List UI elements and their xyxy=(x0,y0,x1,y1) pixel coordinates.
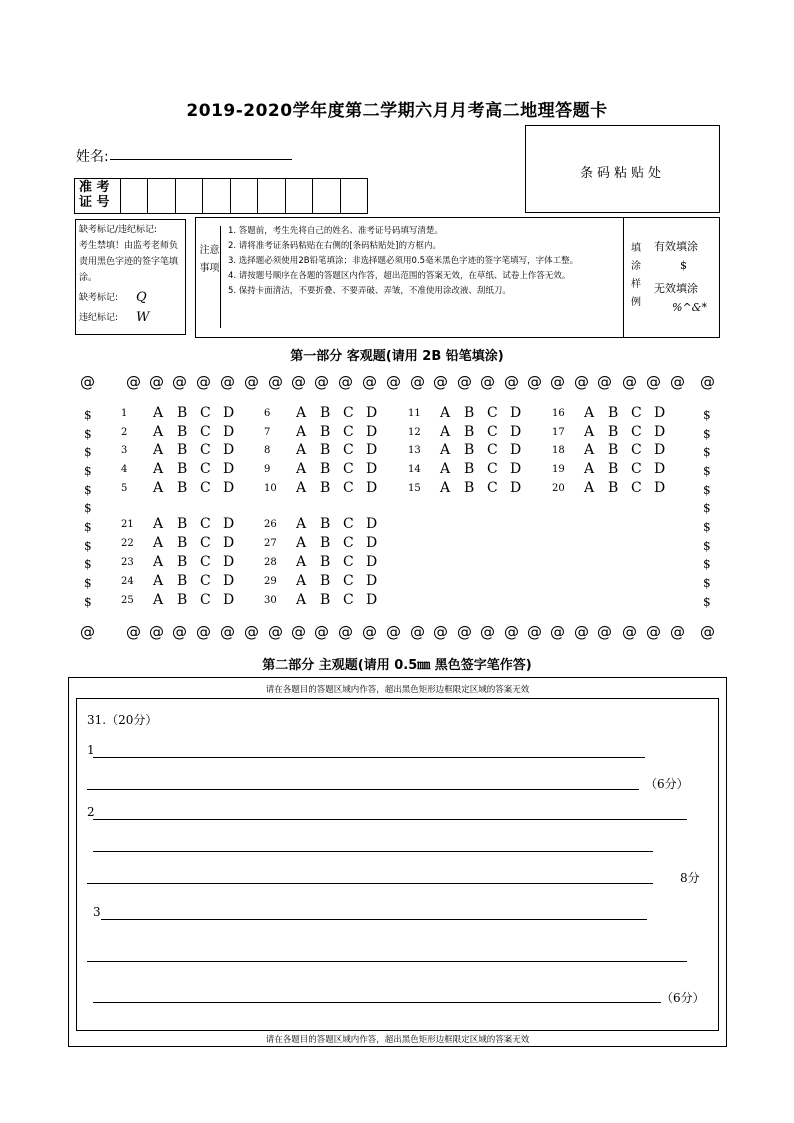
timing-mark: @ xyxy=(291,373,306,391)
option-bubble[interactable]: D xyxy=(366,424,378,440)
option-bubble[interactable]: C xyxy=(200,554,211,570)
barcode-label: 条码粘贴处 xyxy=(579,166,665,181)
option-bubble[interactable]: D xyxy=(510,480,522,496)
absent-label: 缺考标记: xyxy=(79,293,119,303)
timing-mark-left: $ xyxy=(84,483,92,497)
exam-id-cell[interactable] xyxy=(148,179,175,213)
option-bubble[interactable]: C xyxy=(343,516,354,532)
option-bubble[interactable]: C xyxy=(200,424,211,440)
option-bubble[interactable]: D xyxy=(510,424,522,440)
option-bubble[interactable]: A xyxy=(584,424,595,440)
exam-id-cell[interactable] xyxy=(286,179,313,213)
timing-mark: @ xyxy=(196,623,211,641)
answer-region xyxy=(68,677,727,1047)
option-bubble[interactable]: A xyxy=(296,554,307,570)
option-bubble[interactable]: B xyxy=(608,480,619,496)
option-bubble[interactable]: B xyxy=(177,480,188,496)
option-bubble[interactable]: C xyxy=(200,442,211,458)
notice-box xyxy=(195,217,720,338)
part1-label: 1 xyxy=(87,743,95,757)
absence-violation-box xyxy=(75,219,186,335)
option-bubble[interactable]: A xyxy=(296,480,307,496)
option-bubble[interactable]: D xyxy=(366,573,378,589)
exam-id-cell[interactable] xyxy=(258,179,285,213)
exam-id-label-2: 证 号 xyxy=(79,195,110,210)
timing-mark: @ xyxy=(149,373,164,391)
question-number: 29 xyxy=(264,576,277,587)
timing-mark: @ xyxy=(504,623,519,641)
exam-id-cell[interactable] xyxy=(231,179,258,213)
option-bubble[interactable]: D xyxy=(223,554,235,570)
timing-mark-right: $ xyxy=(703,557,711,571)
option-bubble[interactable]: D xyxy=(366,461,378,477)
option-bubble[interactable]: D xyxy=(223,461,235,477)
timing-mark-left: $ xyxy=(84,520,92,534)
option-bubble[interactable]: D xyxy=(654,405,666,421)
question-number: 13 xyxy=(408,445,421,456)
option-bubble[interactable]: D xyxy=(366,405,378,421)
option-bubble[interactable]: D xyxy=(510,405,522,421)
timing-mark: @ xyxy=(291,623,306,641)
question-number: 5 xyxy=(121,483,128,494)
question-31-box xyxy=(76,698,719,1031)
option-bubble[interactable]: C xyxy=(631,480,642,496)
name-field[interactable] xyxy=(110,158,292,160)
timing-mark: @ xyxy=(196,373,211,391)
question-number: 4 xyxy=(121,464,128,475)
option-bubble[interactable]: C xyxy=(343,535,354,551)
part2-score: 8分 xyxy=(680,871,700,885)
option-bubble[interactable]: C xyxy=(200,535,211,551)
timing-mark: @ xyxy=(574,623,589,641)
exam-id-label-1: 准 考 xyxy=(79,180,110,195)
timing-mark: @ xyxy=(597,373,612,391)
option-bubble[interactable]: B xyxy=(608,405,619,421)
warning-bottom: 请在各题目的答题区域内作答，超出黑色矩形边框限定区域的答案无效 xyxy=(265,1035,530,1045)
option-bubble[interactable]: C xyxy=(631,442,642,458)
exam-id-cell[interactable] xyxy=(341,179,367,213)
option-bubble[interactable]: B xyxy=(464,405,475,421)
part3-label: 3 xyxy=(93,905,101,919)
question-number: 2 xyxy=(121,427,128,438)
timing-mark: @ xyxy=(80,373,95,391)
timing-mark: @ xyxy=(386,623,401,641)
option-bubble[interactable]: C xyxy=(631,461,642,477)
timing-mark: @ xyxy=(527,373,542,391)
timing-mark: @ xyxy=(149,623,164,641)
option-bubble[interactable]: A xyxy=(584,480,595,496)
timing-mark: @ xyxy=(597,623,612,641)
question-number: 15 xyxy=(408,483,421,494)
timing-mark: @ xyxy=(622,623,637,641)
timing-mark-right: $ xyxy=(703,576,711,590)
timing-mark-right: $ xyxy=(703,464,711,478)
option-bubble[interactable]: B xyxy=(177,461,188,477)
option-bubble[interactable]: D xyxy=(366,480,378,496)
timing-mark-left: $ xyxy=(84,445,92,459)
option-bubble[interactable]: D xyxy=(366,592,378,608)
answer-line[interactable] xyxy=(93,851,653,852)
option-bubble[interactable]: A xyxy=(296,573,307,589)
option-bubble[interactable]: A xyxy=(153,480,164,496)
option-bubble[interactable]: A xyxy=(153,573,164,589)
notice-item: 2. 请将准考证条码粘贴在右侧的[条码粘贴处]的方框内。 xyxy=(228,241,441,251)
option-bubble[interactable]: B xyxy=(177,573,188,589)
question-number: 1 xyxy=(121,408,128,419)
option-bubble[interactable]: C xyxy=(631,405,642,421)
violation-bubble[interactable]: W xyxy=(136,310,150,325)
option-bubble[interactable]: C xyxy=(487,461,498,477)
option-bubble[interactable]: A xyxy=(584,442,595,458)
option-bubble[interactable]: B xyxy=(320,516,331,532)
option-bubble[interactable]: D xyxy=(223,592,235,608)
timing-mark-right: $ xyxy=(703,483,711,497)
timing-mark-left: $ xyxy=(84,595,92,609)
timing-mark-right: $ xyxy=(703,427,711,441)
option-bubble[interactable]: B xyxy=(320,592,331,608)
timing-mark: @ xyxy=(504,373,519,391)
notice-item: 1. 答题前，考生先将自己的姓名、准考证号码填写清楚。 xyxy=(228,226,443,236)
option-bubble[interactable]: C xyxy=(200,516,211,532)
question-number: 12 xyxy=(408,427,421,438)
option-bubble[interactable]: B xyxy=(608,461,619,477)
part2-label: 2 xyxy=(87,805,95,819)
section1-title: 第一部分 客观题(请用 2B 铅笔填涂) xyxy=(290,349,504,364)
option-bubble[interactable]: C xyxy=(343,424,354,440)
timing-mark: @ xyxy=(244,623,259,641)
option-bubble[interactable]: D xyxy=(223,516,235,532)
answer-line[interactable] xyxy=(87,883,653,884)
fill-example-heading: 填涂样例 xyxy=(631,243,641,308)
option-bubble[interactable]: B xyxy=(177,554,188,570)
option-bubble[interactable]: C xyxy=(343,480,354,496)
timing-mark: @ xyxy=(268,373,283,391)
mark-box-title: 缺考标记/违纪标记: xyxy=(79,225,158,235)
option-bubble[interactable]: D xyxy=(654,442,666,458)
timing-mark: @ xyxy=(433,373,448,391)
timing-mark: @ xyxy=(338,373,353,391)
timing-mark: @ xyxy=(527,623,542,641)
option-bubble[interactable]: D xyxy=(510,442,522,458)
option-bubble[interactable]: C xyxy=(200,592,211,608)
option-bubble[interactable]: B xyxy=(177,592,188,608)
option-bubble[interactable]: B xyxy=(608,424,619,440)
answer-line[interactable] xyxy=(93,819,687,820)
question-number: 28 xyxy=(264,557,277,568)
warning-top: 请在各题目的答题区域内作答，超出黑色矩形边框限定区域的答案无效 xyxy=(265,685,530,695)
option-bubble[interactable]: C xyxy=(343,554,354,570)
timing-mark: @ xyxy=(410,373,425,391)
option-bubble[interactable]: B xyxy=(320,405,331,421)
option-bubble[interactable]: B xyxy=(320,573,331,589)
exam-id-cell[interactable] xyxy=(203,179,230,213)
option-bubble[interactable]: A xyxy=(440,461,451,477)
question-number: 26 xyxy=(264,519,277,530)
timing-mark: @ xyxy=(550,373,565,391)
timing-mark: @ xyxy=(457,623,472,641)
option-bubble[interactable]: D xyxy=(223,535,235,551)
timing-mark: @ xyxy=(700,623,715,641)
timing-mark: @ xyxy=(80,623,95,641)
absent-bubble[interactable]: Q xyxy=(136,290,147,305)
timing-mark: @ xyxy=(220,373,235,391)
option-bubble[interactable]: A xyxy=(296,405,307,421)
question-number: 8 xyxy=(264,445,271,456)
option-bubble[interactable]: B xyxy=(320,535,331,551)
question-number: 17 xyxy=(552,427,565,438)
answer-line[interactable] xyxy=(101,919,647,920)
exam-id-cell[interactable] xyxy=(121,179,148,213)
timing-mark: @ xyxy=(314,623,329,641)
option-bubble[interactable]: A xyxy=(153,516,164,532)
option-bubble[interactable]: B xyxy=(177,535,188,551)
option-bubble[interactable]: D xyxy=(223,442,235,458)
question-number: 25 xyxy=(121,595,134,606)
question-number: 30 xyxy=(264,595,277,606)
option-bubble[interactable]: A xyxy=(440,480,451,496)
page-title: 2019-2020学年度第二学期六月月考高二地理答题卡 xyxy=(186,101,608,121)
timing-mark-right: $ xyxy=(703,520,711,534)
option-bubble[interactable]: B xyxy=(608,442,619,458)
option-bubble[interactable]: C xyxy=(343,461,354,477)
option-bubble[interactable]: A xyxy=(296,424,307,440)
timing-mark: @ xyxy=(646,373,661,391)
absent-mark-row xyxy=(79,290,182,306)
option-bubble[interactable]: D xyxy=(223,573,235,589)
question-number: 23 xyxy=(121,557,134,568)
option-bubble[interactable]: D xyxy=(366,442,378,458)
mark-box-instruction: 考生禁填！由监考老师负责用黑色字迹的签字笔填涂。 xyxy=(79,241,179,283)
timing-mark-right: $ xyxy=(703,408,711,422)
timing-mark-right: $ xyxy=(703,595,711,609)
question-number: 19 xyxy=(552,464,565,475)
question-number: 7 xyxy=(264,427,271,438)
option-bubble[interactable]: C xyxy=(487,480,498,496)
timing-mark-left: $ xyxy=(84,557,92,571)
option-bubble[interactable]: A xyxy=(296,516,307,532)
option-bubble[interactable]: C xyxy=(343,573,354,589)
section2-title: 第二部分 主观题(请用 0.5㎜ 黑色签字笔作答) xyxy=(262,658,532,673)
question-number: 24 xyxy=(121,576,134,587)
timing-mark: @ xyxy=(550,623,565,641)
option-bubble[interactable]: C xyxy=(487,405,498,421)
timing-mark: @ xyxy=(670,623,685,641)
timing-mark: @ xyxy=(457,373,472,391)
option-bubble[interactable]: A xyxy=(296,442,307,458)
timing-mark-right: $ xyxy=(703,501,711,515)
option-bubble[interactable]: C xyxy=(631,424,642,440)
timing-mark-left: $ xyxy=(84,408,92,422)
question-number: 16 xyxy=(552,408,565,419)
option-bubble[interactable]: C xyxy=(487,424,498,440)
invalid-fill-label: 无效填涂 xyxy=(654,282,698,295)
question-number: 6 xyxy=(264,408,271,419)
option-bubble[interactable]: B xyxy=(320,461,331,477)
option-bubble[interactable]: D xyxy=(223,405,235,421)
option-bubble[interactable]: D xyxy=(223,480,235,496)
option-bubble[interactable]: A xyxy=(153,405,164,421)
option-bubble[interactable]: C xyxy=(200,480,211,496)
option-bubble[interactable]: A xyxy=(440,424,451,440)
timing-mark-left: $ xyxy=(84,539,92,553)
timing-mark-right: $ xyxy=(703,539,711,553)
timing-mark: @ xyxy=(433,623,448,641)
exam-id-label xyxy=(75,179,121,213)
option-bubble[interactable]: A xyxy=(153,442,164,458)
option-bubble[interactable]: A xyxy=(440,442,451,458)
question-number: 9 xyxy=(264,464,271,475)
question-number: 18 xyxy=(552,445,565,456)
timing-mark: @ xyxy=(622,373,637,391)
option-bubble[interactable]: B xyxy=(320,554,331,570)
exam-id-cell[interactable] xyxy=(176,179,203,213)
option-bubble[interactable]: A xyxy=(296,461,307,477)
timing-mark: @ xyxy=(268,623,283,641)
fill-example xyxy=(623,218,720,337)
question-number: 11 xyxy=(408,408,421,419)
question-number: 20 xyxy=(552,483,565,494)
option-bubble[interactable]: D xyxy=(654,461,666,477)
question-number: 10 xyxy=(264,483,277,494)
question-number: 27 xyxy=(264,538,277,549)
timing-mark: @ xyxy=(172,623,187,641)
timing-mark-left: $ xyxy=(84,576,92,590)
violation-mark-row xyxy=(79,310,182,326)
option-bubble[interactable]: C xyxy=(200,573,211,589)
timing-mark-left: $ xyxy=(84,501,92,515)
option-bubble[interactable]: A xyxy=(153,554,164,570)
answer-line[interactable] xyxy=(87,961,687,962)
option-bubble[interactable]: A xyxy=(153,461,164,477)
part3-score: （6分） xyxy=(661,991,705,1005)
option-bubble[interactable]: D xyxy=(366,535,378,551)
option-bubble[interactable]: C xyxy=(200,461,211,477)
option-bubble[interactable]: B xyxy=(464,480,475,496)
timing-mark: @ xyxy=(244,373,259,391)
valid-fill-label: 有效填涂 xyxy=(654,240,698,253)
answer-line[interactable] xyxy=(93,1002,661,1003)
option-bubble[interactable]: C xyxy=(343,405,354,421)
answer-line[interactable] xyxy=(93,757,645,758)
option-bubble[interactable]: B xyxy=(177,516,188,532)
timing-mark: @ xyxy=(410,623,425,641)
option-bubble[interactable]: C xyxy=(343,442,354,458)
option-bubble[interactable]: D xyxy=(654,424,666,440)
name-label: 姓名: xyxy=(76,149,109,165)
timing-mark: @ xyxy=(480,373,495,391)
option-bubble[interactable]: A xyxy=(296,592,307,608)
option-bubble[interactable]: B xyxy=(320,442,331,458)
option-bubble[interactable]: A xyxy=(584,461,595,477)
option-bubble[interactable]: B xyxy=(320,424,331,440)
timing-mark: @ xyxy=(362,373,377,391)
exam-id-cell[interactable] xyxy=(313,179,340,213)
notice-item: 5. 保持卡面清洁，不要折叠、不要弄破、弄皱，不准使用涂改液、刮纸刀。 xyxy=(228,286,511,296)
timing-mark: @ xyxy=(338,623,353,641)
option-bubble[interactable]: A xyxy=(153,535,164,551)
valid-fill-symbol: $ xyxy=(680,259,687,272)
question-number: 21 xyxy=(121,519,134,530)
timing-mark-left: $ xyxy=(84,464,92,478)
notice-items xyxy=(228,224,620,299)
option-bubble[interactable]: B xyxy=(177,442,188,458)
timing-mark: @ xyxy=(646,623,661,641)
option-bubble[interactable]: B xyxy=(464,424,475,440)
option-bubble[interactable]: D xyxy=(366,516,378,532)
question-number: 22 xyxy=(121,538,134,549)
timing-mark: @ xyxy=(480,623,495,641)
option-bubble[interactable]: C xyxy=(200,405,211,421)
barcode-area xyxy=(525,125,720,213)
option-bubble[interactable]: B xyxy=(464,442,475,458)
exam-id-grid xyxy=(74,178,368,214)
timing-mark-left: $ xyxy=(84,427,92,441)
part1-score: （6分） xyxy=(645,777,689,791)
timing-mark: @ xyxy=(362,623,377,641)
option-bubble[interactable]: C xyxy=(487,442,498,458)
answer-line[interactable] xyxy=(87,789,639,790)
option-bubble[interactable]: B xyxy=(464,461,475,477)
option-bubble[interactable]: D xyxy=(654,480,666,496)
timing-mark: @ xyxy=(700,373,715,391)
timing-mark: @ xyxy=(220,623,235,641)
timing-mark: @ xyxy=(574,373,589,391)
timing-mark: @ xyxy=(386,373,401,391)
timing-mark: @ xyxy=(670,373,685,391)
option-bubble[interactable]: B xyxy=(320,480,331,496)
timing-mark: @ xyxy=(126,373,141,391)
notice-item: 3. 选择题必须使用2B铅笔填涂；非选择题必须用0.5毫米黑色字迹的签字笔填写，字体工整。 xyxy=(228,256,579,266)
question-number: 3 xyxy=(121,445,128,456)
option-bubble[interactable]: A xyxy=(153,424,164,440)
option-bubble[interactable]: B xyxy=(177,405,188,421)
timing-mark: @ xyxy=(314,373,329,391)
option-bubble[interactable]: A xyxy=(584,405,595,421)
notice-heading: 注意事项 xyxy=(199,226,221,328)
option-bubble[interactable]: C xyxy=(343,592,354,608)
violation-label: 违纪标记: xyxy=(79,313,119,323)
option-bubble[interactable]: A xyxy=(440,405,451,421)
option-bubble[interactable]: D xyxy=(366,554,378,570)
option-bubble[interactable]: D xyxy=(510,461,522,477)
timing-mark-right: $ xyxy=(703,445,711,459)
question-number: 14 xyxy=(408,464,421,475)
option-bubble[interactable]: B xyxy=(177,424,188,440)
timing-mark: @ xyxy=(172,373,187,391)
option-bubble[interactable]: D xyxy=(223,424,235,440)
notice-item: 4. 请按题号顺序在各题的答题区内作答，超出范围的答案无效，在草纸、试卷上作答无效。 xyxy=(228,271,571,281)
option-bubble[interactable]: A xyxy=(296,535,307,551)
invalid-fill-symbol: %^&* xyxy=(672,301,707,314)
question-31-title: 31.（20分） xyxy=(87,713,158,727)
option-bubble[interactable]: A xyxy=(153,592,164,608)
timing-mark: @ xyxy=(126,623,141,641)
